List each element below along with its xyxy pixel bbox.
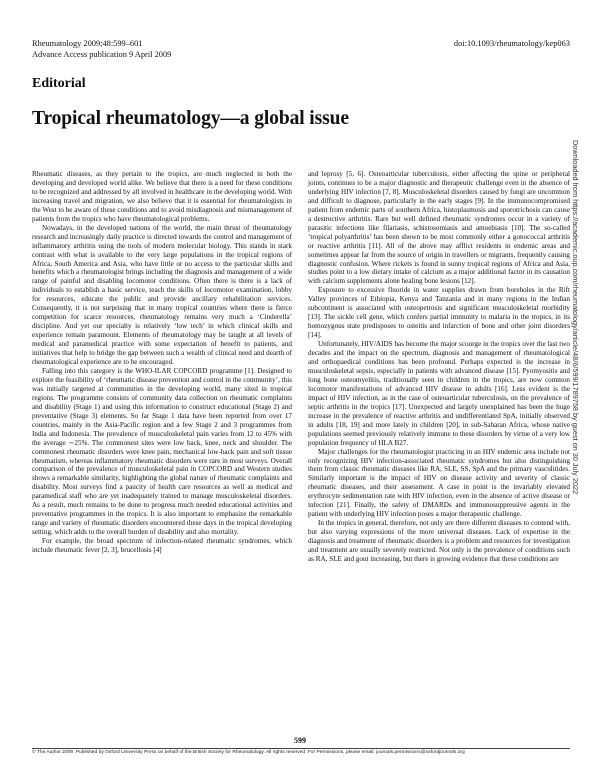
footer-rule [32,748,570,749]
paragraph: Exposure to excessive fluoride in water supplies drawn from boreholes in the Rift Valley provinces of Ethiopia, Kenya and Tanzania and in many regions in the Indian subcontinent is associated with osteopetrosis and significant musculoskeletal morbidity [13]. The sickle cell gene, which confers partial immunity to malaria in the tropics, in its homozygous state predisposes to osteitis and infarction of bone and other joint disorders [14]. [308,286,570,340]
page-number: 599 [294,736,306,745]
paragraph: Falling into this category is the WHO-ILAR COPCORD programme [1]. Designed to explore the feasibility of ‘rheumatic disease prevention and control in the community’, this was initially targeted at communities in the developing world, many sited in tropical regions. The programme consists of community data collection on rheumatic complaints and disability (Stage 1) and using this information to construct educational (Stage 2) and preventative (Stage 3) elements. So far Stage 1 data have been reported from over 17 countries, mainly in the Asia-Pacific region and a few Stage 2 and 3 programmes from India and Indonesia. The prevalence of musculoskeletal pain varies from 12 to 45% with the average ∼25%. The commonest sites were low back, knee, neck and shoulder. The commonest rheumatic disorders were knee pain, mechanical low-back pain and soft tissue rheumatism, whereas inflammatory rheumatic disorders were rare in most surveys. Overall comparison of the prevalence of musculoskeletal pain in COPCORD and Western studies shows a remarkable similarity, highlighting the global nature of rheumatic complaints and disability. Most surveys find a paucity of health care resources as well as medical and paramedical staff who are yet inadequately trained to manage musculoskeletal disorders. As a result, much remains to be done to progress much needed educational activities and preventative programmes in the tropics. It is also important to emphasize the remarkable range and variety of rheumatic disorders encountered these days in the tropical developing setting, which adds to the overall burden of disability and also mortality. [32,366,292,537]
article-title: Tropical rheumatology—a global issue [32,108,349,129]
download-watermark: Downloaded from https://academic.oup.com/rheumatology/article/48/6/599/1789758 by guest on 30 July 2022 [571,140,580,495]
journal-citation: Rheumatology 2009;48:599–601 [32,39,143,48]
copyright-footer: © The Author 2009. Published by Oxford University Press on behalf of the British Society for Rheumatology. All rights reserved. For Permissions, please email: journals.permissions@oxfordjournals.org [32,750,465,755]
left-column [32,170,292,555]
paragraph: In the tropics in general, therefore, not only are there different diseases to contend with, but also varying expressions of the more universal diseases. Lack of expertise in the diagnosis and treatment of rheumatic disorders is a problem and resources for investigation and treatment are usually severely restricted. Not only is the prevalence of conditions such as RA, SLE and gout increasing, but there is growing evidence that these conditions are [308,519,570,563]
paragraph: Major challenges for the rheumatologist practicing in an HIV endemic area include not only recognizing HIV infection-associated rheumatic syndromes but also distinguishing them from classic rheumatic diseases like RA, SLE, SS, SpA and the primary vasculitides. Similarly important is the impact of HIV on disease activity and severity of classic rheumatic diseases, and their assessment. A case in point is the invariably elevated erythrocyte sedimentation rate with HIV infection, even in the absence of active disease or infection [21]. Finally, the safety of DMARDs and immunosuppressive agents in the patient with underlying HIV infection poses a major therapeutic challenge. [308,447,570,519]
journal-header [32,39,171,60]
paragraph: Rheumatic diseases, as they pertain to the tropics, are much neglected in both the developing and developed world alike. We believe that there is a need for these conditions to be recognized and addressed by all involved in healthcare in the developing world. With increasing travel and migration, we also believe that it is essential for rheumatologists in the West to be aware of these conditions and to avoid misdiagnosis and mismanagement of patients from the tropics who have rheumatological problems. [32,170,292,223]
right-column [308,170,570,564]
paragraph: For example, the broad spectrum of infection-related rheumatic syndromes, which include rheumatic fever [2, 3], brucellosis [4] [32,537,292,555]
paragraph: Nowadays, in the developed nations of the world, the main thrust of rheumatology research and increasingly daily practice is directed towards the control and management of inflammatory arthritis using the tools of modern molecular biology. This stands in stark contrast with what is available to the very large populations in the tropical regions of Africa, South America and Asia, who have little or no access to the particular skills and benefits which a rheumatologist brings including the diagnosis and management of a wide range of painful and disabling locomotor conditions. Often there is there is a lack of individuals to establish a basic service, teach the skills of locomotor examination, lobby for resources, educate the public and provide ancillary rehabilitation services. Consequently, it is not surprising that in many tropical countries where there is fierce competition for scarce resources, rheumatology remains very much a ‘Cinderella’ discipline. And yet our specialty is relatively ‘low tech’ in which clinical skills and experience remain paramount. Elements of rheumatology may be taught at all levels of medical and paramedical practice with some expectation of benefit to patients, and initiatives that help to bridge the gap between such a wealth of clinical need and dearth of rheumatological experience are to be encouraged. [32,223,292,367]
paragraph: Unfortunately, HIV/AIDS has become the major scourge in the tropics over the last two decades and the impact on the spectrum, diagnosis and management of rheumatological and orthopaedical conditions has been profound. Perhaps expected is the increase in musculoskeletal sepsis, especially in patients with advanced disease [15]. Pyomyositis and long bone osteomyelitis, traditionally seen in children in the tropics, are now common locomotor manifestations of advanced HIV disease in adults [16]. Less evident is the impact of HIV infection, as in the case of osteoarticular tuberculosis, on the prevalence of septic arthritis in the tropics [17]. Unexpected and largely unexplained has been the huge increase in the prevalence of reactive arthritis and undifferentiated SpA, initially observed in adults [18, 19] and more lately in children [20], in sub-Saharan Africa, whose native populations seemed previously relatively immune to these disorders by virtue of a very low population frequency of HLA B27. [308,340,570,447]
doi-link[interactable]: doi:10.1093/rheumatology/kep063 [453,39,570,48]
paragraph: and leprosy [5, 6]. Osteoarticular tuberculosis, either affecting the spine or peripheral joints, continues to be a major diagnostic and therapeutic challenge even in the absence of underlying HIV infection [7, 8]. Musculoskeletal disorders caused by fungi are uncommon and difficult to diagnose, particularly in the early stages [9]. In the immunocompromised patient from endemic parts of southern Africa, histoplasmosis and sporotrichosis can cause a destructive arthritis. Rare but well defined rheumatic syndromes occur in a variety of parasitic infections like filariasis, schistosomiasis and amoebiasis [10]. The so-called ‘tropical polyarthritis’ has been shown to be most commonly either a gonococcal arthritis or reactive arthritis [11]. All of the above may afflict residents in endemic areas and sometimes appear far from the source of origin in travellers or migrants, frequently causing diagnostic confusion. Where rickets is found in sunny tropical regions of Africa and Asia, studies point to a low dietary intake of calcium as a major additional factor in its causation with calcium supplements alone healing bone lesions [12]. [308,170,570,286]
advance-access-line: Advance Access publication 9 April 2009 [32,49,172,59]
section-label: Editorial [32,76,86,91]
